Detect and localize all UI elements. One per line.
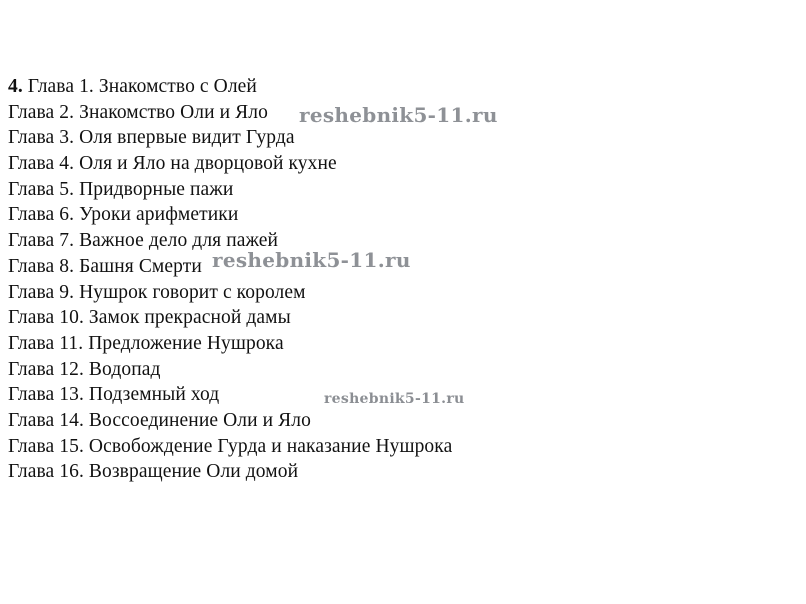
answer-number: 4. (8, 76, 23, 97)
list-item: Глава 3. Оля впервые видит Гурда (8, 127, 295, 149)
list-item-intro (8, 74, 798, 100)
list-item: Глава 10. Замок прекрасной дамы (8, 307, 291, 329)
list-item: Глава 15. Освобождение Гурда и наказание Нушрока (8, 435, 453, 457)
list-item: Глава 11. Предложение Нушрока (8, 332, 284, 354)
list-item: Глава 7. Важное дело для пажей (8, 230, 279, 252)
chapter-list (8, 74, 798, 485)
list-item: Глава 6. Уроки арифметики (8, 204, 239, 226)
list-item: Глава 12. Водопад (8, 358, 161, 380)
list-item: Глава 2. Знакомство Оли и Яло (8, 101, 268, 123)
list-item: Глава 13. Подземный ход (8, 384, 220, 406)
list-item: Глава 14. Воссоединение Оли и Яло (8, 409, 311, 431)
list-item: Глава 16. Возвращение Оли домой (8, 461, 299, 483)
list-item: Глава 5. Придворные пажи (8, 178, 234, 200)
list-item: Глава 4. Оля и Яло на дворцовой кухне (8, 153, 337, 175)
list-item: Глава 8. Башня Смерти (8, 255, 202, 277)
chapter-title: Глава 1. Знакомство с Олей (22, 76, 257, 97)
watermark-text: reshebnik5-11.ru (212, 248, 411, 272)
watermark-text: reshebnik5-11.ru (324, 391, 465, 407)
watermark-text: reshebnik5-11.ru (299, 103, 498, 127)
list-item: Глава 9. Нушрок говорит с королем (8, 281, 306, 303)
